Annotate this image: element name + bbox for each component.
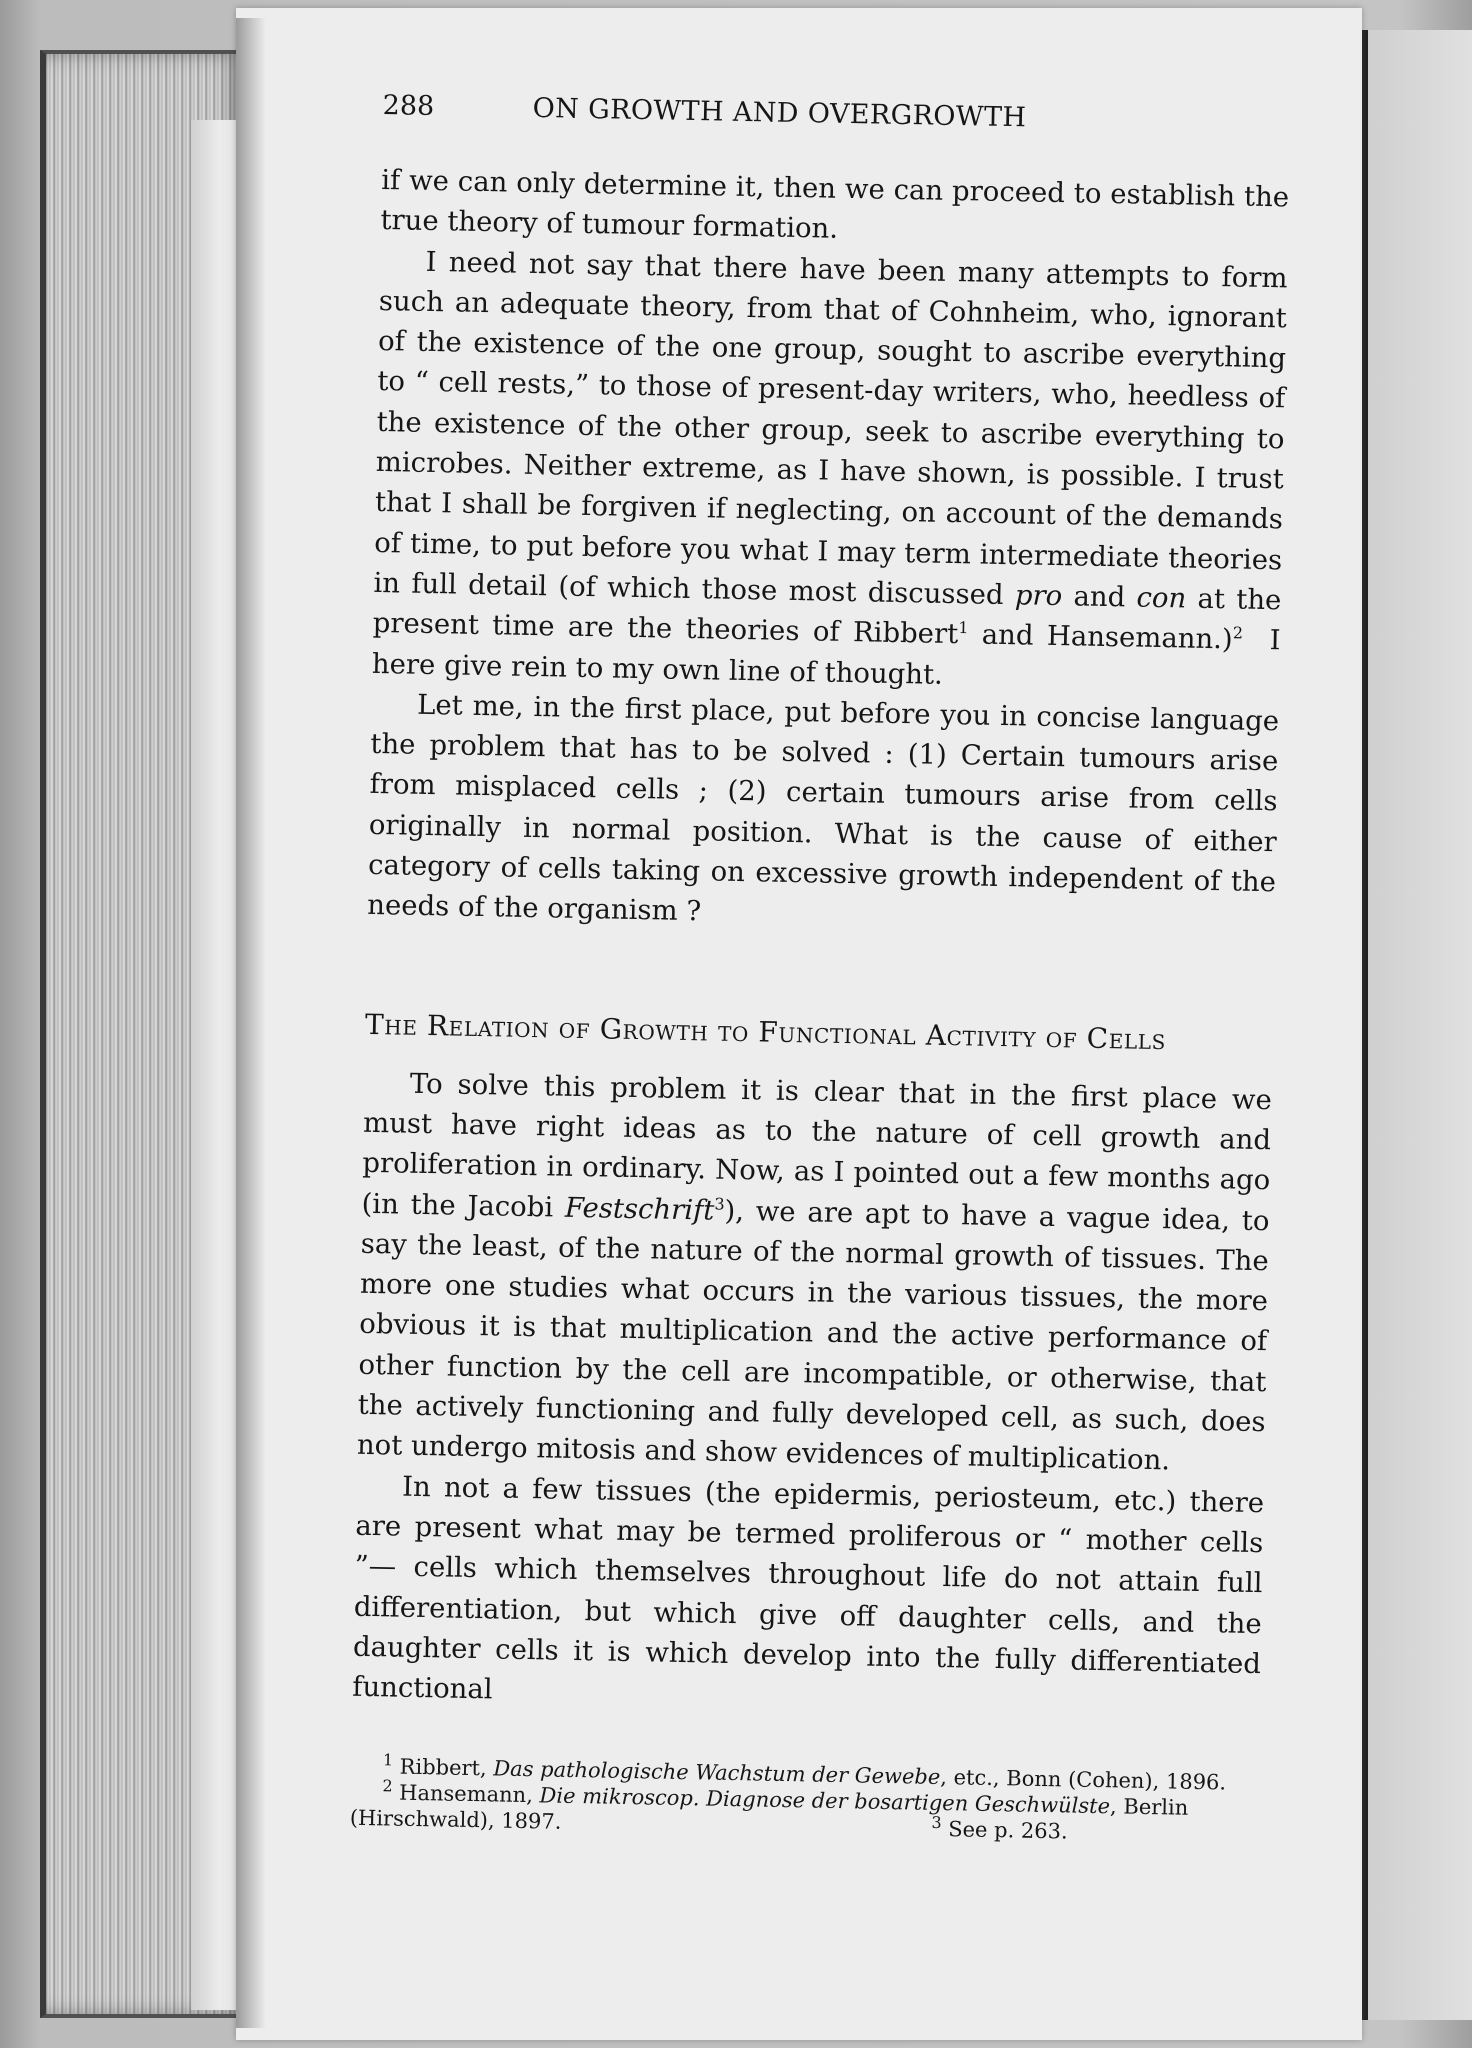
- footnote-1-author: Ribbert,: [392, 1754, 494, 1781]
- footnote-1-number: 1: [382, 1750, 394, 1770]
- italic-festschrift: Festschrift: [564, 1191, 715, 1227]
- footnote-2-city: , Berlin: [1109, 1794, 1189, 1821]
- paragraph-2-and: and: [1061, 580, 1137, 614]
- paragraph-4: [357, 1062, 1273, 1482]
- gutter-shadow: [236, 18, 266, 2028]
- footnotes: [349, 1750, 1259, 1848]
- footnote-3: [931, 1813, 1068, 1845]
- footnote-1-title: Das pathologische Wachstum der Gewebe: [493, 1756, 941, 1790]
- paragraph-1: if we can only determine it, then we can proceed to establish the true theory of tumour formation.: [380, 163, 1290, 246]
- italic-pro: pro: [1014, 579, 1063, 613]
- footnote-2-number: 2: [382, 1776, 393, 1796]
- footnote-2-title: Die mikroscop. Diagnose der bosartigen Geschwülste: [539, 1783, 1111, 1819]
- footnote-ref-3: 3: [714, 1193, 725, 1214]
- running-title: ON GROWTH AND OVERGROWTH: [532, 92, 1027, 134]
- paragraph-2-text-c: and Hansemann.): [968, 618, 1234, 656]
- paragraph-4-text-a: To solve this problem it is clear that in the first place we must have right ideas as to the nature of cell growth and proliferation in ordinary. Now, as I pointed out a few months ago (in the Jacobi: [361, 1067, 1273, 1224]
- paragraph-2-text-b: at the present time are the theories of Ribbert: [372, 582, 1282, 651]
- footnote-ref-1: 1: [958, 618, 969, 638]
- book-page: [236, 8, 1362, 2040]
- footnote-2-author: Hansemann,: [392, 1780, 540, 1808]
- footnote-3-number: 3: [931, 1813, 942, 1833]
- next-page: [1368, 30, 1472, 2020]
- paragraph-2-text-a: I need not say that there have been many attempts to form such an adequate theory, from that of Cohnheim, who, ignorant of the existence of the one group, sought to ascribe everything to “ cell rests,” to those of present-day writers, who, heedless of the existence of the other group, seek to ascribe everything to microbes. Neither extreme, as I have shown, is possible. I trust that I shall be forgiven if neglecting, on account of the demands of time, to put before you what I may term intermediate theories in full detail (of which those most discussed: [373, 245, 1288, 612]
- section-heading: The Relation of Growth to Functional Activity of Cells: [364, 1007, 1167, 1056]
- footnote-3-text: See p. 263.: [941, 1817, 1068, 1844]
- paragraph-2-text-d: I here give rein to my own line of thought.: [371, 623, 1290, 691]
- book-page-stack: [40, 50, 246, 2018]
- paragraph-5: In not a few tissues (the epidermis, periosteum, etc.) there are present what may be termed proliferous or “ mother cells ”— cells which themselves throughout life do not attain full differentiation, but which give off daughter cells, and the daughter cells it is which develop into the fully differentiated functional: [352, 1470, 1265, 1706]
- paragraph-3: Let me, in the first place, put before you in concise language the problem that has to be solved : (1) Certain tumours arise from misplaced cells ; (2) certain tumours arise from cells originally in normal position. What is the cause of either category of cells taking on excessive growth independent of the needs of the organism ?: [367, 688, 1280, 928]
- paragraph-2: [372, 241, 1288, 702]
- page-number: 288: [382, 90, 435, 122]
- footnote-ref-2: 2: [1232, 623, 1244, 643]
- running-head: [382, 90, 1291, 167]
- footnote-1-publisher: , etc., Bonn (Cohen), 1896.: [940, 1765, 1227, 1795]
- text-block: [350, 90, 1291, 1849]
- paragraph-4-text-b: ), we are apt to have a vague idea, to say the least, of the nature of the normal growth of tissues. The more one studies what occurs in the various tissues, the more obvious it is that multiplication and the active performance of other function by the cell are incompatible, or otherwise, that the actively functioning and fully developed cell, as such, does not undergo mitosis and show evidences of multiplication.: [356, 1194, 1270, 1477]
- italic-con: con: [1136, 581, 1187, 615]
- footnote-2-publisher: (Hirschwald), 1897.: [349, 1806, 562, 1835]
